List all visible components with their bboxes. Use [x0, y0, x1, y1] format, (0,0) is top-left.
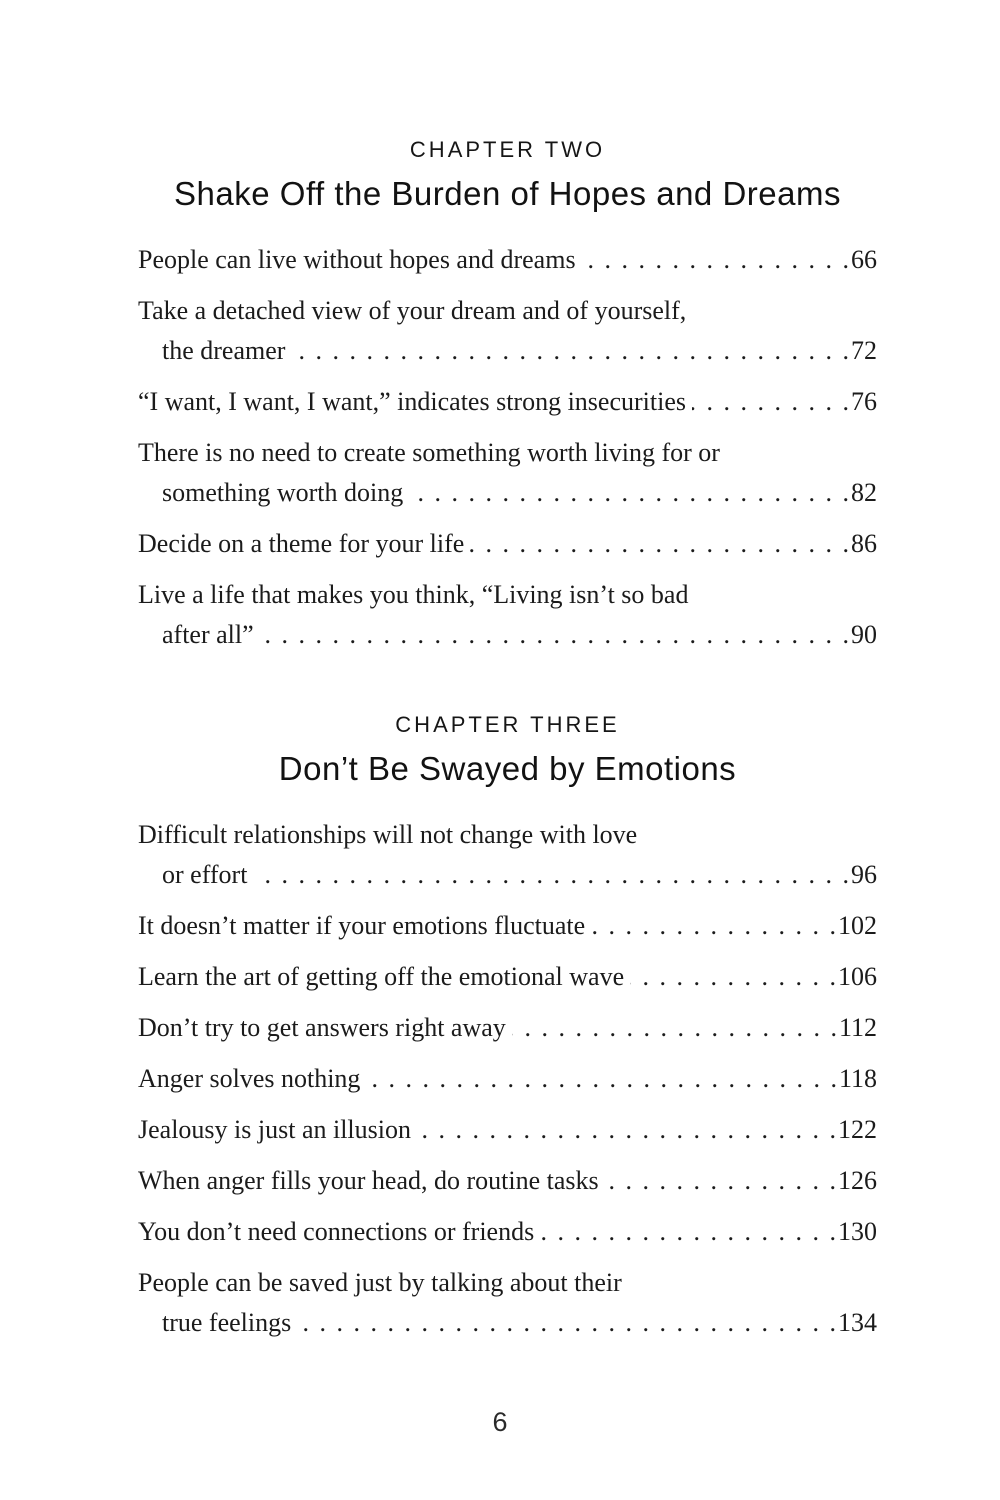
dot-leader — [417, 1110, 838, 1150]
dot-leader — [253, 855, 851, 895]
toc-entry-text: People can be saved just by talking about their — [138, 1268, 622, 1297]
toc-entry-continuation: true feelings — [162, 1308, 292, 1337]
toc-entry-text: It doesn’t matter if your emotions fluctuate — [138, 911, 586, 940]
toc-entry-page-number: 106 — [838, 962, 877, 991]
toc-entry — [138, 1263, 877, 1343]
toc-entry-page-number: 134 — [838, 1308, 877, 1337]
dot-leader — [260, 615, 851, 655]
toc-entry — [138, 524, 877, 564]
toc-entry-text: You don’t need connections or friends — [138, 1217, 535, 1246]
toc-entry — [138, 1212, 877, 1252]
chapter-section-three — [138, 711, 877, 1343]
dot-leader — [291, 331, 851, 371]
toc-entry-text: There is no need to create something worth living for or — [138, 438, 720, 467]
toc-entry — [138, 575, 877, 655]
toc-entry-page-number: 90 — [851, 620, 877, 649]
toc-entry-text: Take a detached view of your dream and of yourself, — [138, 296, 687, 325]
dot-leader — [630, 957, 838, 997]
toc-entry — [138, 291, 877, 371]
toc-entry-page-number: 82 — [851, 478, 877, 507]
toc-entry-text: Jealousy is just an illusion — [138, 1115, 411, 1144]
toc-entry — [138, 815, 877, 895]
toc-entry-continuation: after all” — [162, 620, 254, 649]
toc-entries — [138, 240, 877, 655]
toc-entry — [138, 382, 877, 422]
toc-entry — [138, 1059, 877, 1099]
chapter-label: CHAPTER TWO — [409, 137, 606, 162]
toc-entry-page-number: 72 — [851, 336, 877, 365]
dot-leader — [409, 473, 851, 513]
chapter-title: Don’t Be Swayed by Emotions — [278, 750, 737, 787]
toc-entry — [138, 433, 877, 513]
toc-entry-page-number: 66 — [851, 245, 877, 274]
toc-entry-text: Anger solves nothing — [138, 1064, 361, 1093]
page-number: 6 — [492, 1407, 508, 1437]
toc-entry-text: When anger fills your head, do routine tasks — [138, 1166, 599, 1195]
dot-leader — [591, 906, 838, 946]
dot-leader — [692, 382, 851, 422]
toc-entry-page-number: 112 — [838, 1013, 877, 1042]
toc-entry-page-number: 118 — [838, 1064, 877, 1093]
toc-entry-page-number: 130 — [838, 1217, 877, 1246]
dot-leader — [605, 1161, 838, 1201]
toc-entry-page-number: 126 — [838, 1166, 877, 1195]
toc-entries — [138, 815, 877, 1343]
toc-entry-text: People can live without hopes and dreams — [138, 245, 576, 274]
dot-leader — [470, 524, 851, 564]
toc-entry-continuation: the dreamer — [162, 336, 286, 365]
toc-entry-page-number: 122 — [838, 1115, 877, 1144]
toc-entry-page-number: 96 — [851, 860, 877, 889]
toc-entry — [138, 1008, 877, 1048]
dot-leader — [540, 1212, 838, 1252]
toc-entry — [138, 1110, 877, 1150]
toc-entry — [138, 957, 877, 997]
toc-entry-text: “I want, I want, I want,” indicates strong insecurities — [138, 387, 686, 416]
toc-entry-page-number: 76 — [851, 387, 877, 416]
toc-entry-text: Learn the art of getting off the emotional wave — [138, 962, 625, 991]
toc-entry-text: Live a life that makes you think, “Living isn’t so bad — [138, 580, 689, 609]
toc-entry-page-number: 102 — [838, 911, 877, 940]
toc-entry — [138, 906, 877, 946]
toc-entry-continuation: or effort — [162, 860, 248, 889]
toc-entry-continuation: something worth doing — [162, 478, 404, 507]
toc-entry-text: Don’t try to get answers right away — [138, 1013, 506, 1042]
dot-leader — [582, 240, 851, 280]
chapter-label: CHAPTER THREE — [395, 712, 620, 737]
dot-leader — [512, 1008, 839, 1048]
dot-leader — [297, 1303, 838, 1343]
chapter-title: Shake Off the Burden of Hopes and Dreams — [174, 175, 841, 212]
toc-entry — [138, 240, 877, 280]
toc-entry-text: Difficult relationships will not change with love — [138, 820, 638, 849]
dot-leader — [366, 1059, 839, 1099]
toc-entry-page-number: 86 — [851, 529, 877, 558]
toc-entry-text: Decide on a theme for your life — [138, 529, 465, 558]
toc-entry — [138, 1161, 877, 1201]
chapter-section-two — [138, 136, 877, 655]
